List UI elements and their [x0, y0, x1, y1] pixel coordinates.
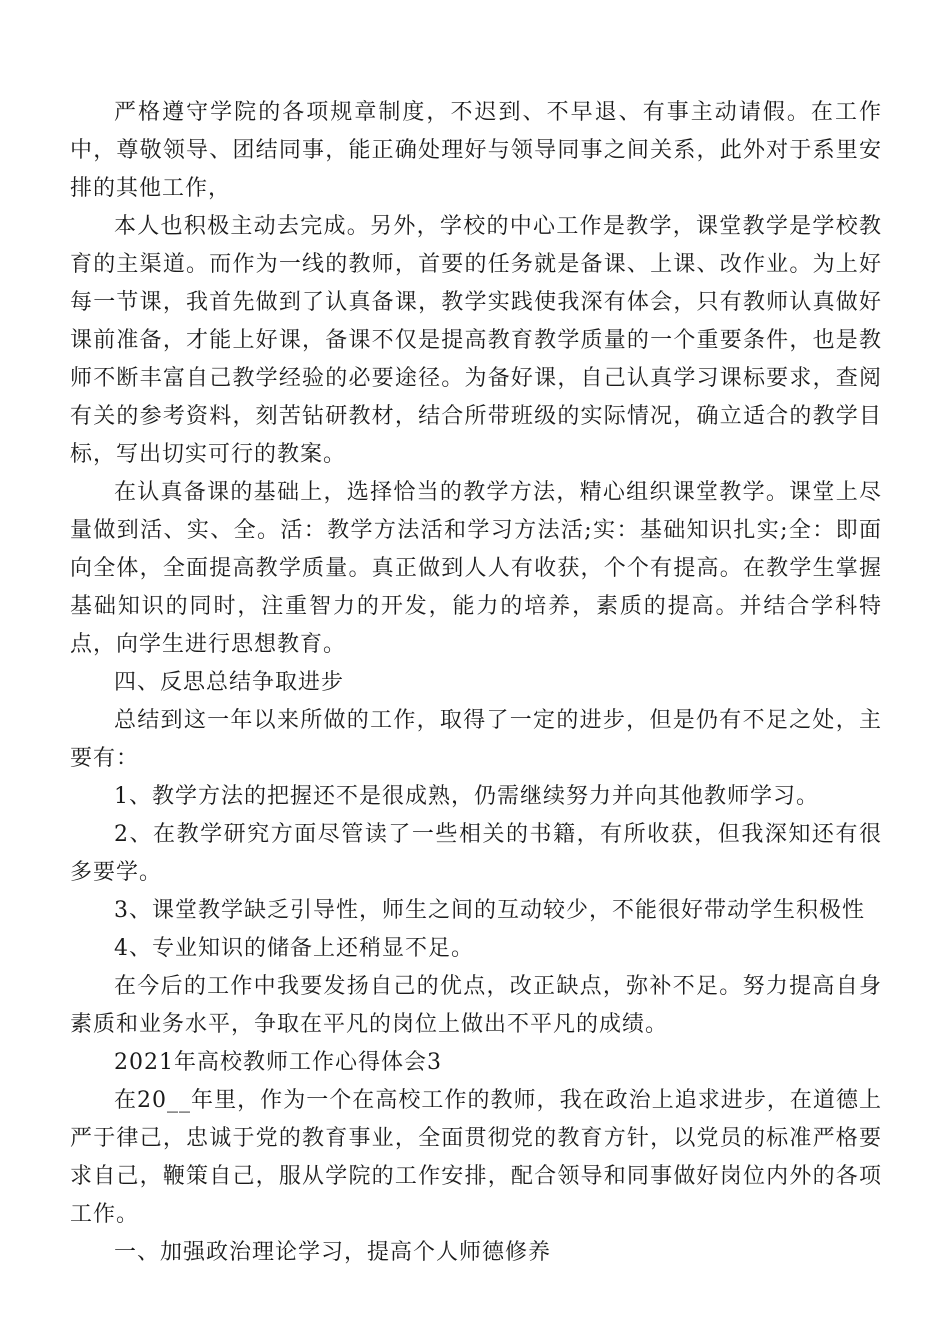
section-heading-political-study: 一、加强政治理论学习，提高个人师德修养	[114, 1240, 552, 1265]
list-item-shortcoming-4: 4、专业知识的储备上还稍显不足。	[114, 936, 474, 961]
list-item-shortcoming-2: 2、在教学研究方面尽管读了一些相关的书籍，有所收获，但我深知还有很多要学。	[70, 822, 882, 885]
paragraph-future-goals: 在今后的工作中我要发扬自己的优点，改正缺点，弥补不足。努力提高自身素质和业务水平，争取在平凡的岗位上做出不平凡的成绩。	[70, 974, 882, 1037]
article-title-3: 2021年高校教师工作心得体会3	[114, 1050, 442, 1075]
list-item-shortcoming-1: 1、教学方法的把握还不是很成熟，仍需继续努力并向其他教师学习。	[114, 784, 819, 809]
paragraph-classroom-method: 在认真备课的基础上，选择恰当的教学方法，精心组织课堂教学。课堂上尽量做到活、实、全。活：教学方法活和学习方法活;实：基础知识扎实;全：即面向全体，全面提高教学质量。真正做到人人有收获，个个有提高。在教学生掌握基础知识的同时，注重智力的开发，能力的培养，素质的提高。并结合学科特点，向学生进行思想教育。	[70, 480, 882, 657]
paragraph-rules: 严格遵守学院的各项规章制度，不迟到、不早退、有事主动请假。在工作中，尊敬领导、团结同事，能正确处理好与领导同事之间关系，此外对于系里安排的其他工作，	[70, 100, 882, 201]
paragraph-summary-intro: 总结到这一年以来所做的工作，取得了一定的进步，但是仍有不足之处，主要有：	[70, 708, 882, 771]
paragraph-teaching-preparation: 本人也积极主动去完成。另外，学校的中心工作是教学，课堂教学是学校教育的主渠道。而作为一线的教师，首要的任务就是备课、上课、改作业。为上好每一节课，我首先做到了认真备课，教学实践使我深有体会，只有教师认真做好课前准备，才能上好课，备课不仅是提高教育教学质量的一个重要条件，也是教师不断丰富自己教学经验的必要途径。为备好课，自己认真学习课标要求，查阅有关的参考资料，刻苦钻研教材，结合所带班级的实际情况，确立适合的教学目标，写出切实可行的教案。	[70, 214, 882, 467]
list-item-shortcoming-3: 3、课堂教学缺乏引导性，师生之间的互动较少，不能很好带动学生积极性	[114, 898, 865, 923]
paragraph-year-overview: 在20__年里，作为一个在高校工作的教师，我在政治上追求进步，在道德上严于律己，忠诚于党的教育事业，全面贯彻党的教育方针，以党员的标准严格要求自己，鞭策自己，服从学院的工作安排，配合领导和同事做好岗位内外的各项工作。	[70, 1088, 882, 1227]
section-heading-reflection: 四、反思总结争取进步	[114, 670, 345, 695]
document-body	[70, 94, 882, 1272]
